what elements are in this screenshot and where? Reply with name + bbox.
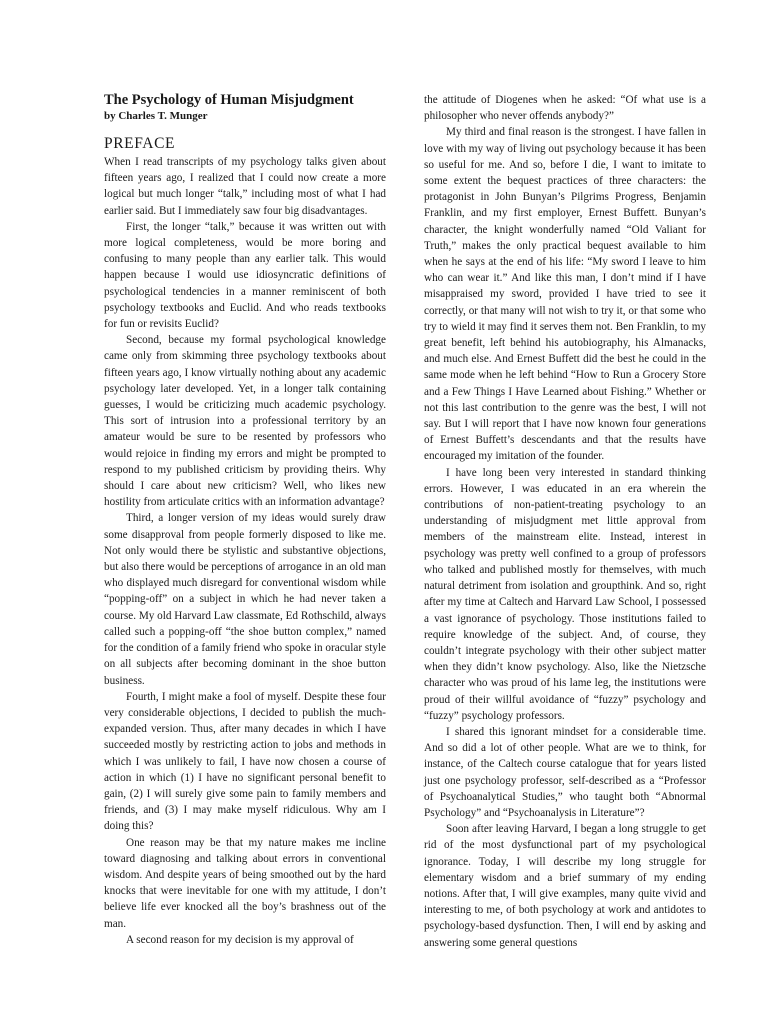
section-heading: PREFACE [104, 135, 176, 152]
paragraph: Soon after leaving Harvard, I began a long struggle to get rid of the most dysfunctional part of my psychological ignorance. Today, I will describe my long struggle for elementary wisdom and a brief summary of my ending notions. After that, I will give examples, many quite vivid and interesting to me, of both psychology at work and antidotes to psychology-based dysfunction. Then, I will end by asking and answering some general questions [424, 823, 706, 949]
paragraph: First, the longer “talk,” because it was written out with more logical completeness, would be more boring and confusing to many people than any earlier talk. This would happen because I would use idiosyncratic definitions of psychological tendencies in a manner reminiscent of both psychology textbooks and Euclid. And who reads textbooks for fun or revisits Euclid? [104, 220, 386, 331]
paragraph: One reason may be that my nature makes me incline toward diagnosing and talking about errors in conventional wisdom. And despite years of being smoothed out by the hard knocks that were inevitable for one with my attitude, I don’t believe life ever knocked all the boy’s brashness out of the man. [104, 836, 386, 930]
paragraph: Second, because my formal psychological knowledge came only from skimming three psychology textbooks about fifteen years ago, I know virtually nothing about any academic psychology later developed. Yet, in a longer talk containing guesses, I would be criticizing much academic psychology. This sort of intrusion into a professional territory by an amateur would be sure to be resented by professors who would rejoice in finding my errors and might be prompted to respond to my published criticism by providing theirs. Why should I care about new criticism? Well, who likes new hostility from articulate critics with an information advantage? [104, 334, 386, 509]
paragraph: A second reason for my decision is my approval of [126, 933, 354, 946]
paragraph: I shared this ignorant mindset for a considerable time. And so did a lot of other people. What are we to think, for instance, of the Caltech course catalogue that for years listed just one psychology professor, self-described as a “Professor of Psychoanalytical Studies,” who taught both “Abnormal Psychology” and “Psychoanalysis in Literature”? [424, 725, 706, 819]
author-byline: by Charles T. Munger [104, 110, 208, 122]
paragraph: the attitude of Diogenes when he asked: “Of what use is a philosopher who never offends anybody?” [424, 94, 706, 123]
paragraph: My third and final reason is the strongest. I have fallen in love with my way of living out psychology because it has been so useful for me. And so, before I die, I want to imitate to some extent the bequest practices of three characters: the protagonist in John Bunyan’s Pilgrims Progress, Benjamin Franklin, and my first employer, Ernest Buffett. Bunyan’s character, the knight wonderfully named “Old Valiant for Truth,” makes the only practical bequest available to him when he says at the end of his life: “My sword I leave to him who can wear it.” And like this man, I don’t mind if I have misappraised my sword, provided I have tried to see it correctly, or that many will not wish to try it, or that some who try to wield it may find it serves them not. Ben Franklin, to my great benefit, left behind his autobiography, his Almanacks, and much else. And Ernest Buffett did the best he could in the same mode when he left behind “How to Run a Grocery Store and a Few Things I Have Learned about Fishing.” Whether or not this last contribution to the genre was the best, I will not say. But I will report that I have now known four generations of Ernest Buffett’s descendants and that the results have encouraged my imitation of the founder. [424, 126, 706, 463]
paragraph: When I read transcripts of my psychology talks given about fifteen years ago, I realized that I could now create a more logical but much longer “talk,” including most of what I had earlier said. But I immediately saw four big disadvantages. [104, 156, 386, 217]
paragraph: Fourth, I might make a fool of myself. Despite these four very considerable objections, I decided to publish the much-expanded version. Thus, after many decades in which I have succeeded mostly by restricting action to jobs and methods in which I was unlikely to fail, I have now chosen a course of action in which (1) I have no significant personal benefit to gain, (2) I will surely give some pain to family members and friends, and (3) I may make myself ridiculous. Why am I doing this? [104, 690, 386, 833]
paragraph: I have long been very interested in standard thinking errors. However, I was educated in an era wherein the contributions of non-patient-treating psychology to an understanding of misjudgment met little approval from members of the mainstream elite. Instead, interest in psychology was pretty well confined to a group of professors who talked and published mostly for themselves, with much natural detriment from isolation and groupthink. And so, right after my time at Caltech and Harvard Law School, I possessed a vast ignorance of psychology. Those institutions failed to require knowledge of the subject. And, of course, they couldn’t integrate psychology with their other subject matter when they didn’t know psychology. Also, like the Nietzsche character who was proud of his lame leg, the institutions were proud of their willful avoidance of “fuzzy” psychology and “fuzzy” psychology professors. [424, 466, 706, 722]
left-column [104, 92, 386, 948]
paragraph: Third, a longer version of my ideas would surely draw some disapproval from people formerly disposed to like me. Not only would there be stylistic and substantive objections, but also there would be perceptions of arrogance in an old man who displayed much disregard for conventional wisdom while “popping-off” on a subject in which he had never taken a course. My old Harvard Law classmate, Ed Rothschild, always called such a popping-off “the shoe button complex,” named for the condition of a family friend who spoke in oracular style on all subjects after becoming dominant in the shoe button business. [104, 512, 386, 687]
document-title: The Psychology of Human Misjudgment [104, 92, 354, 108]
right-column [424, 92, 706, 951]
